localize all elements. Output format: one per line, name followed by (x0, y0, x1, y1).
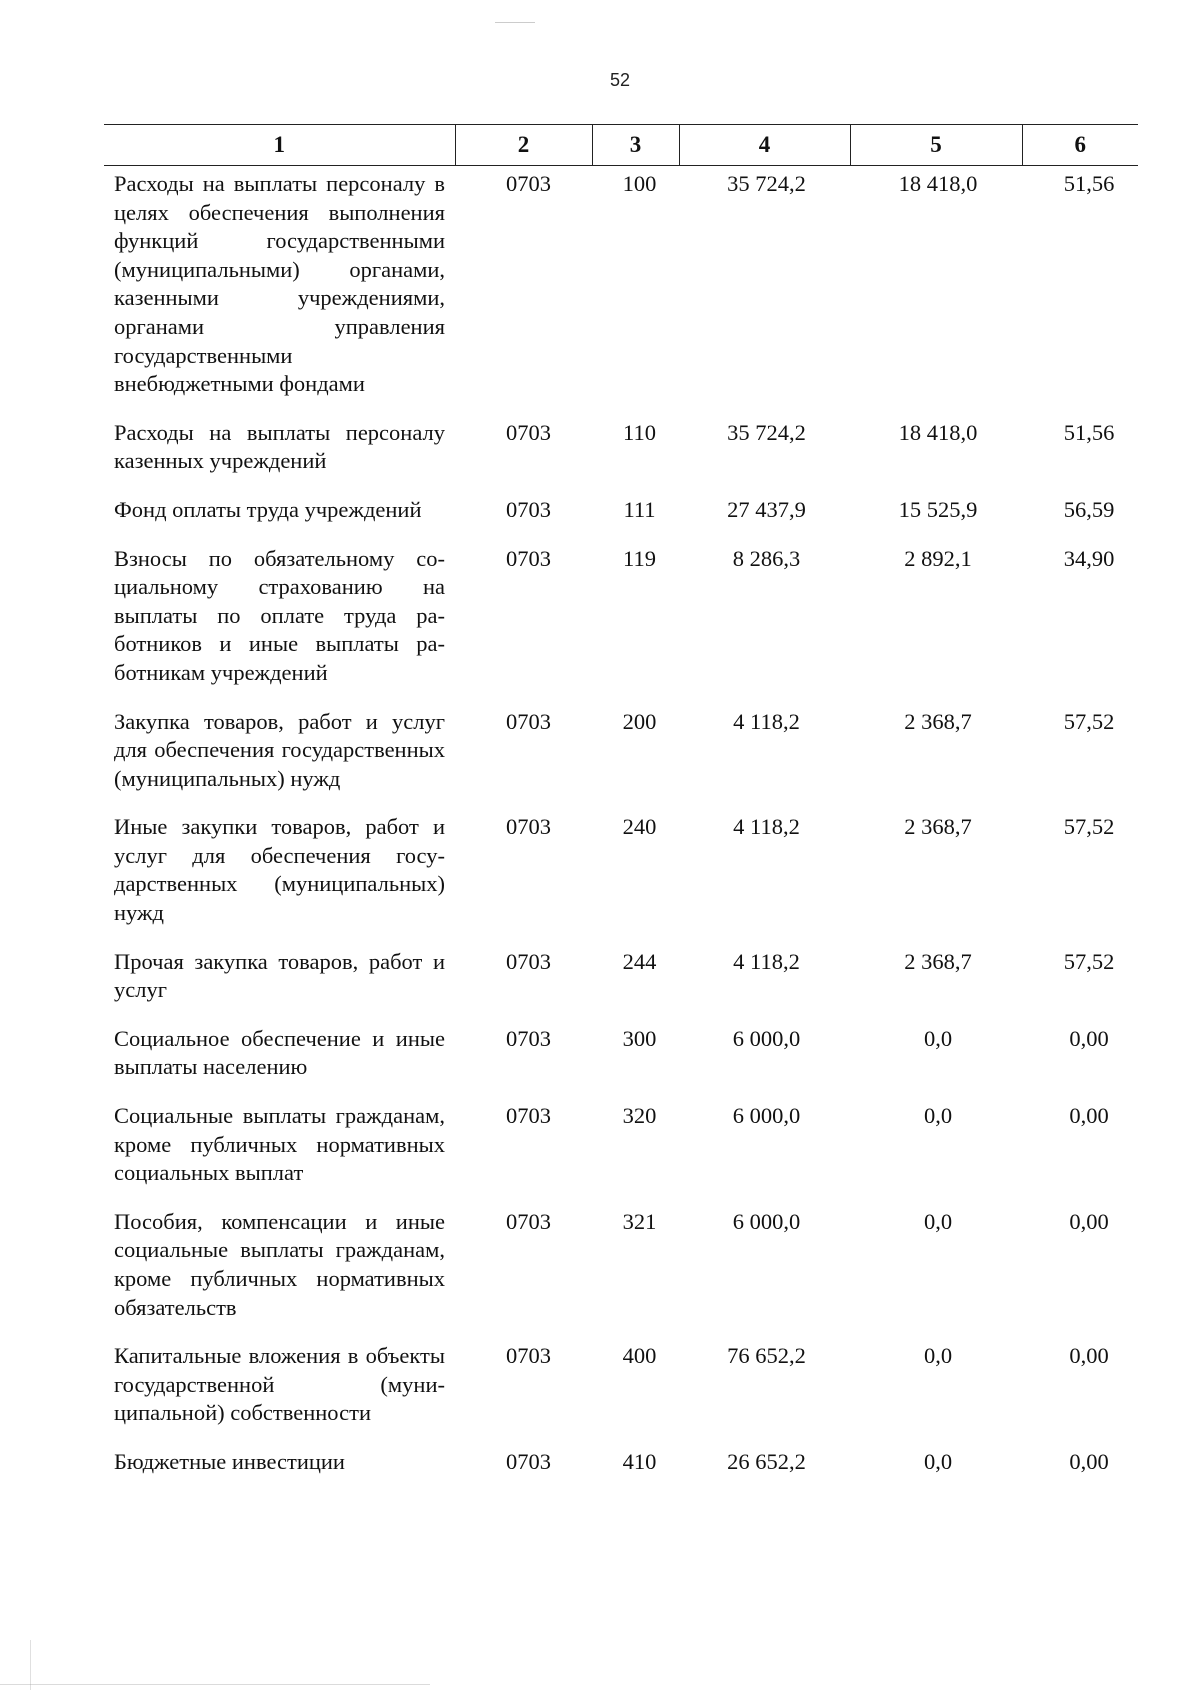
expense-type-code: 110 (623, 419, 656, 445)
expense-type-code: 111 (623, 496, 656, 522)
expense-name: Расходы на выплаты персоналу в целях обеспечения выполнения функций государственными (муниципальными) органами, казенными учреждениями, органами управления государственными внебюджетными фондами (114, 171, 445, 397)
table-row (104, 813, 1138, 947)
column-header-4: 4 (679, 125, 850, 166)
section-code: 0703 (506, 171, 551, 196)
expense-type-code: 200 (622, 708, 657, 734)
actual-amount: 18 418,0 (898, 419, 978, 445)
expense-name: Расходы на выплаты персоналу казенных учреждений (114, 419, 445, 474)
expense-type-code: 244 (622, 948, 657, 974)
expense-type-code: 400 (622, 1343, 657, 1369)
expense-name: Закупка товаров, работ и услуг для обеспечения государственных (муниципальных) нужд (114, 708, 445, 791)
expense-type-code: 119 (623, 545, 656, 571)
section-code: 0703 (506, 1103, 551, 1129)
actual-amount: 2 368,7 (904, 948, 972, 974)
execution-percent: 51,56 (1063, 419, 1115, 445)
section-code: 0703 (506, 1343, 551, 1369)
planned-amount: 4 118,2 (733, 814, 800, 840)
actual-amount: 2 892,1 (904, 545, 972, 571)
actual-amount: 2 368,7 (904, 708, 972, 734)
execution-percent: 0,00 (1069, 1208, 1109, 1234)
actual-amount: 0,0 (923, 1103, 953, 1129)
execution-percent: 56,59 (1063, 496, 1115, 522)
expense-name: Прочая закупка товаров, работ и услуг (114, 948, 445, 1003)
planned-amount: 4 118,2 (733, 948, 800, 974)
expense-name: Социальные выплаты гражданам, кроме публичных нормативных социальных выплат (114, 1103, 445, 1186)
section-code: 0703 (506, 1208, 551, 1234)
column-header-6: 6 (1022, 125, 1138, 166)
expense-type-code: 321 (622, 1208, 657, 1234)
planned-amount: 35 724,2 (727, 171, 806, 196)
section-code: 0703 (506, 419, 551, 445)
actual-amount: 0,0 (923, 1025, 953, 1051)
column-header-1: 1 (104, 125, 455, 166)
page-number: 52 (609, 70, 631, 90)
expense-name: Пособия, компенсации и иные социальные выплаты гражданам, кроме публичных нормативных обязательств (114, 1208, 445, 1320)
actual-amount: 0,0 (923, 1343, 953, 1369)
expense-name: Взносы по обязательному социальному страхованию на выплаты по оплате труда работников и иные выплаты работникам учреждений (114, 545, 445, 685)
expense-type-code: 320 (622, 1103, 657, 1129)
expense-type-code: 410 (622, 1448, 657, 1474)
section-code: 0703 (506, 1448, 551, 1474)
execution-percent: 57,52 (1063, 708, 1115, 734)
actual-amount: 18 418,0 (898, 171, 978, 196)
expense-type-code: 100 (622, 171, 657, 196)
expense-type-code: 240 (622, 814, 657, 840)
expense-name: Фонд оплаты труда учреждений (114, 496, 422, 522)
execution-percent: 51,56 (1063, 171, 1115, 196)
planned-amount: 27 437,9 (727, 496, 806, 522)
section-code: 0703 (506, 1025, 551, 1051)
table-row (104, 1342, 1138, 1448)
planned-amount: 4 118,2 (733, 708, 800, 734)
execution-percent: 0,00 (1069, 1343, 1109, 1369)
execution-percent: 57,52 (1063, 948, 1115, 974)
expense-type-code: 300 (622, 1025, 657, 1051)
section-code: 0703 (506, 948, 551, 974)
execution-percent: 34,90 (1063, 545, 1115, 571)
actual-amount: 2 368,7 (904, 814, 972, 840)
section-code: 0703 (506, 708, 551, 734)
planned-amount: 6 000,0 (732, 1025, 801, 1051)
execution-percent: 0,00 (1069, 1025, 1109, 1051)
column-header-5: 5 (850, 125, 1022, 166)
planned-amount: 35 724,2 (727, 419, 806, 445)
column-header-2: 2 (455, 125, 592, 166)
table-row (104, 1102, 1138, 1208)
actual-amount: 0,0 (923, 1208, 953, 1234)
table-row (104, 1025, 1138, 1102)
planned-amount: 8 286,3 (732, 545, 801, 571)
planned-amount: 6 000,0 (732, 1103, 801, 1129)
scan-speck (495, 22, 535, 23)
planned-amount: 26 652,2 (727, 1448, 806, 1474)
scan-speck (30, 1640, 31, 1690)
section-code: 0703 (506, 545, 551, 571)
table-header-row (104, 125, 1138, 166)
execution-percent: 0,00 (1069, 1103, 1109, 1129)
table-row (104, 496, 1138, 545)
expense-name: Капитальные вложения в объекты государственной (муниципальной) собственности (114, 1343, 445, 1426)
execution-percent: 0,00 (1069, 1448, 1109, 1474)
column-header-3: 3 (592, 125, 679, 166)
expense-name: Социальное обеспечение и иные выплаты населению (114, 1025, 445, 1080)
table-row (104, 545, 1138, 708)
scan-speck (0, 1684, 430, 1685)
planned-amount: 76 652,2 (727, 1343, 806, 1369)
expense-name: Бюджетные инвестиции (114, 1448, 345, 1474)
section-code: 0703 (506, 814, 551, 840)
table-row (104, 1448, 1138, 1497)
table-row (104, 1208, 1138, 1342)
budget-execution-table (104, 124, 1138, 1497)
planned-amount: 6 000,0 (732, 1208, 801, 1234)
table-row (104, 166, 1138, 419)
section-code: 0703 (506, 496, 551, 522)
table-row (104, 948, 1138, 1025)
table-row (104, 419, 1138, 496)
execution-percent: 57,52 (1063, 814, 1115, 840)
table-row (104, 708, 1138, 814)
actual-amount: 15 525,9 (898, 496, 978, 522)
actual-amount: 0,0 (923, 1448, 953, 1474)
expense-name: Иные закупки товаров, работ и услуг для обеспечения государственных (муниципальных) нужд (114, 814, 445, 926)
